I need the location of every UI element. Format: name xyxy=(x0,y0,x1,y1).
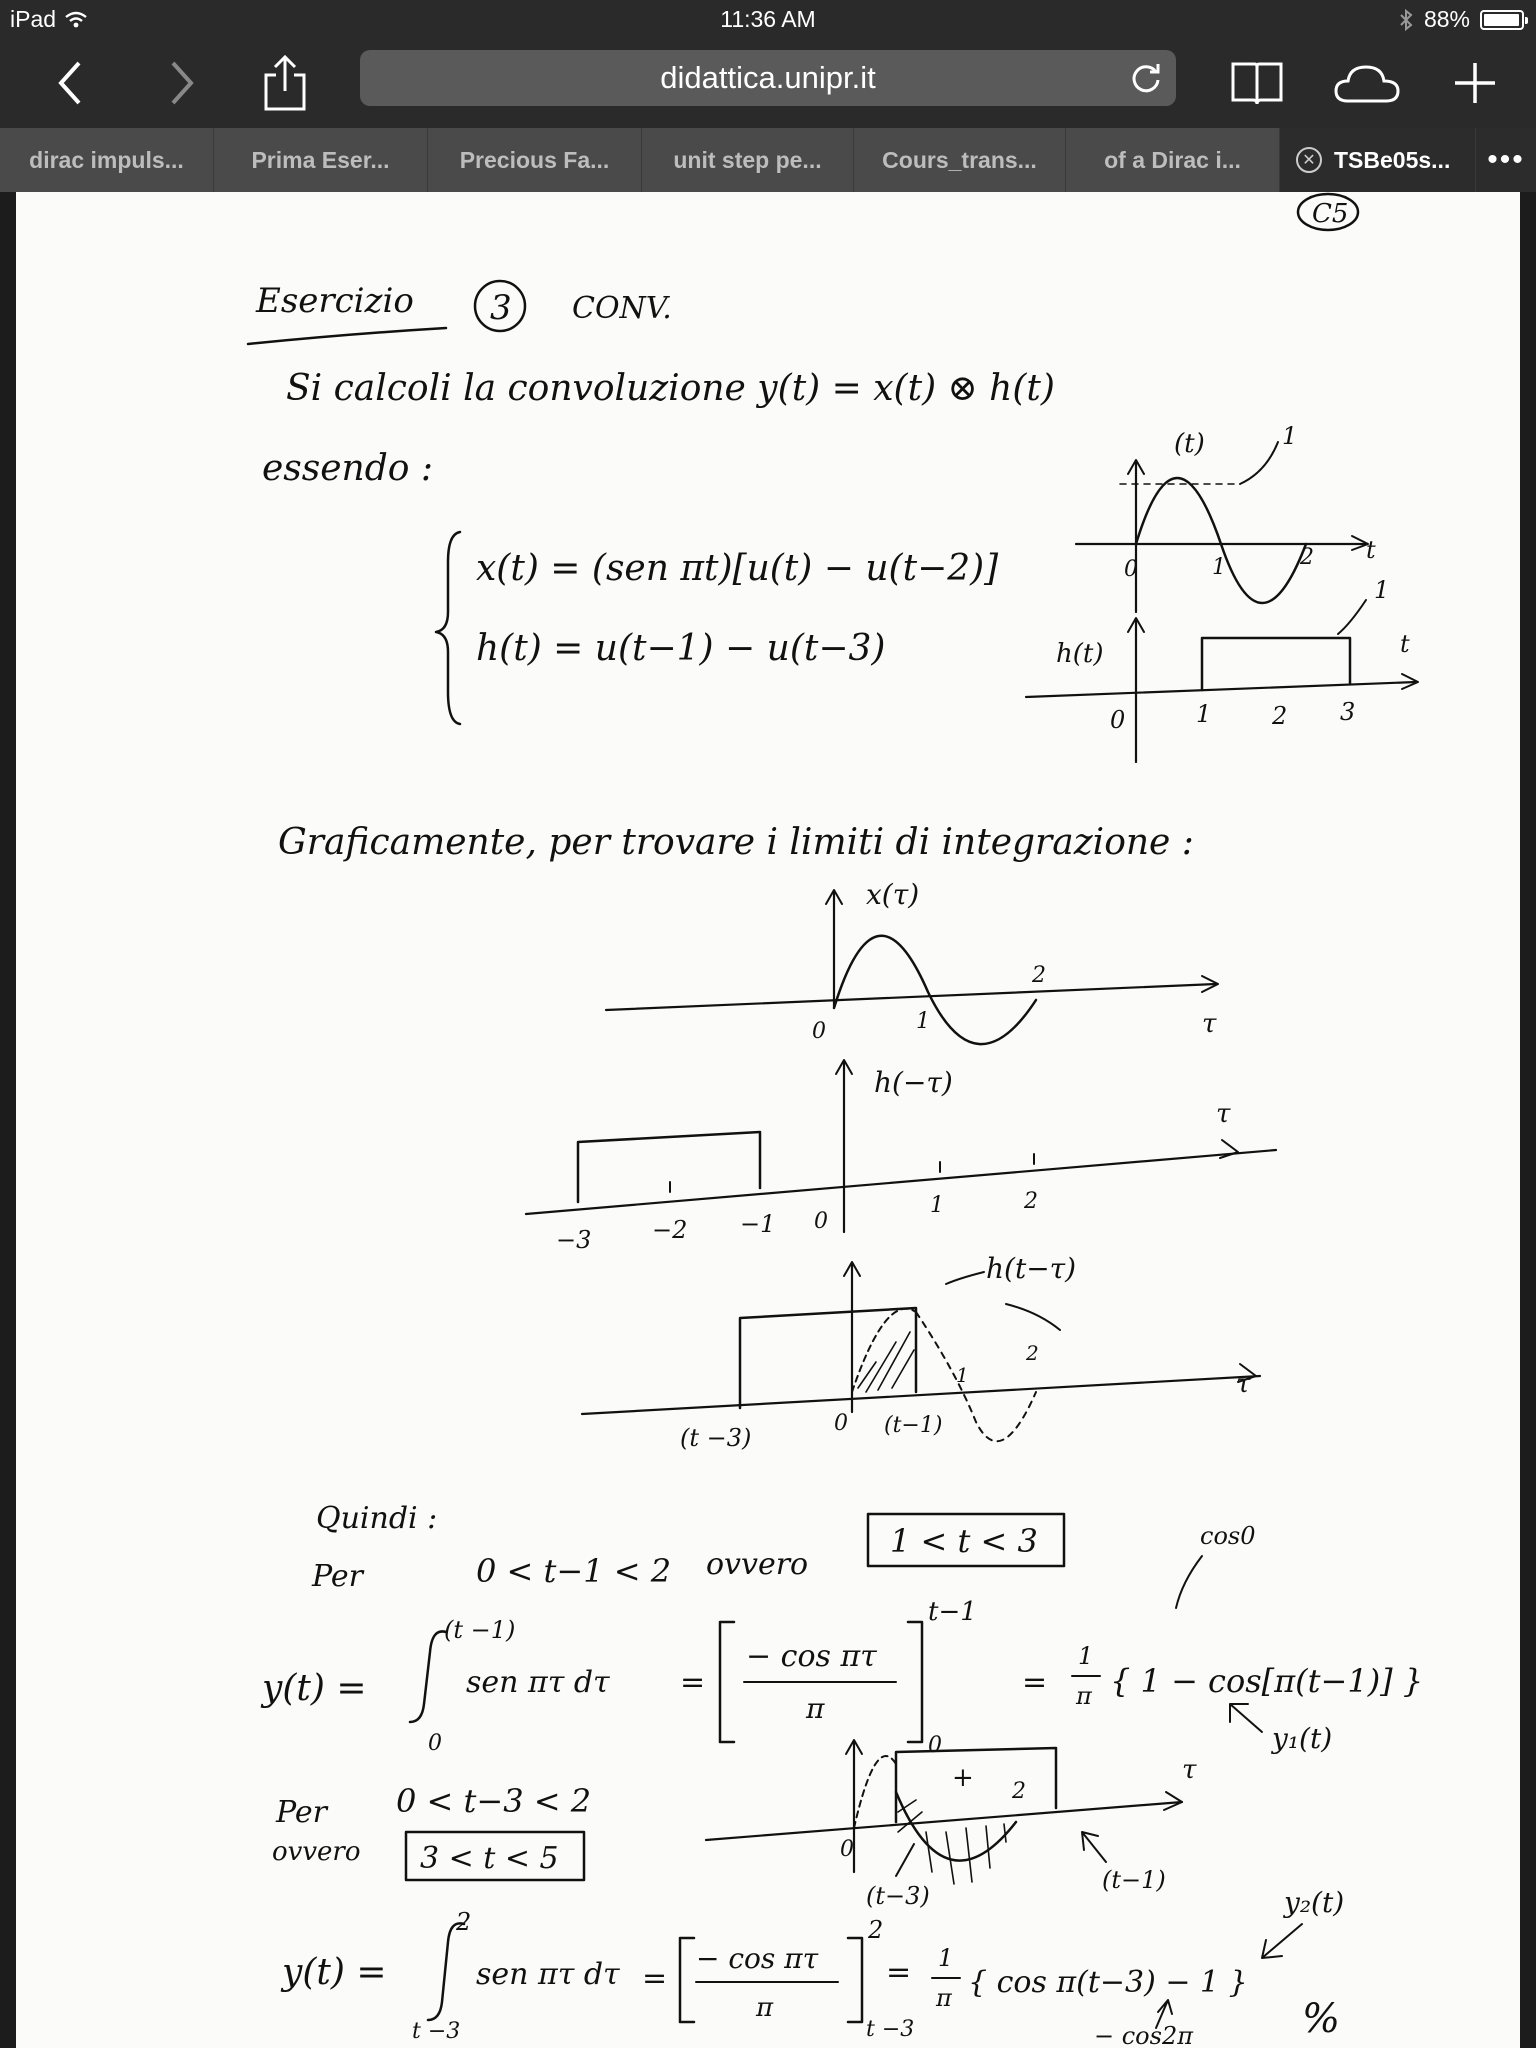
url-text: didattica.unipr.it xyxy=(660,60,876,95)
case2-range: 3 < t < 5 xyxy=(420,1841,559,1876)
plot4-tick-m1: −1 xyxy=(740,1210,776,1238)
reader-button[interactable] xyxy=(1222,48,1292,118)
case1-range: 1 < t < 3 xyxy=(890,1522,1038,1560)
plot1-tick-1: 1 xyxy=(1212,555,1226,580)
y1-eval-lower: 0 xyxy=(928,1733,942,1758)
y1-result-den: π xyxy=(1076,1682,1092,1710)
y2-integrand: sen πτ dτ xyxy=(476,1957,620,1992)
plot3-tick-1: 1 xyxy=(916,1009,930,1034)
y2-equals: = xyxy=(642,1961,668,1996)
y2-name: y₂(t) xyxy=(1284,1886,1345,1919)
tab-6[interactable] xyxy=(1066,128,1280,192)
case1-per: Per xyxy=(312,1559,363,1594)
y1-bracket-num: − cos πτ xyxy=(746,1639,877,1674)
y2-integral-sign xyxy=(428,1923,464,2020)
y2-bracket-den: π xyxy=(756,1993,774,2023)
y1-result: { 1 − cos[π(t−1)] } xyxy=(1110,1662,1424,1700)
tab-bar xyxy=(0,128,1536,192)
case2-ovvero: ovvero xyxy=(272,1837,361,1867)
new-tab-button[interactable] xyxy=(1440,48,1510,118)
plot3-label: x(τ) xyxy=(866,878,920,911)
plot6-tick-t-3: (t−3) xyxy=(866,1882,930,1910)
x-definition: x(t) = (sen πt)[u(t) − u(t−2)] xyxy=(476,548,999,589)
back-button[interactable] xyxy=(36,48,106,118)
plot4-tick-2: 2 xyxy=(1024,1189,1038,1214)
plot2-amplitude: 1 xyxy=(1374,576,1390,604)
tab-label: dirac impuls... xyxy=(29,146,184,173)
tab-label: Precious Fa... xyxy=(459,146,610,173)
plot5-tick-1: 1 xyxy=(956,1363,969,1387)
y1-integral-sign xyxy=(410,1631,446,1722)
plot4-tick-0: 0 xyxy=(814,1209,828,1234)
close-icon[interactable]: ✕ xyxy=(1296,147,1322,173)
ellipsis-icon: ••• xyxy=(1487,143,1525,176)
y1-eval-upper: t−1 xyxy=(928,1597,977,1627)
plot-case2 xyxy=(706,1740,1197,1910)
y2-lower-limit: t −3 xyxy=(412,2019,461,2044)
plot3-tick-2: 2 xyxy=(1032,963,1046,988)
y1-upper-limit: (t −1) xyxy=(444,1616,516,1644)
y2-bracket-right xyxy=(848,1938,862,2022)
y2-equals-2: = xyxy=(886,1955,912,1990)
plot2-tick-2: 2 xyxy=(1272,702,1288,730)
tab-4[interactable] xyxy=(642,128,854,192)
y2-result-den: π xyxy=(936,1984,952,2012)
plus-icon xyxy=(1451,59,1499,107)
y2-bracket-left xyxy=(680,1938,694,2022)
plot-x-of-t xyxy=(1076,422,1376,612)
plot-h-of-t-minus-tau xyxy=(582,1252,1260,1452)
y1-result-num: 1 xyxy=(1078,1642,1094,1670)
plot6-axis: τ xyxy=(1182,1755,1197,1785)
plot4-tick-m2: −2 xyxy=(652,1216,688,1244)
case1-ovvero: ovvero xyxy=(706,1547,809,1582)
title-underline xyxy=(248,328,446,344)
chevron-right-icon xyxy=(161,58,201,108)
status-bar xyxy=(0,0,1536,40)
plot5-tick-0: 0 xyxy=(834,1411,848,1436)
more-tabs-button[interactable] xyxy=(1476,128,1536,192)
y1-lhs: y(t) = xyxy=(262,1668,367,1709)
h-definition: h(t) = u(t−1) − u(t−3) xyxy=(476,628,886,669)
device-name: iPad xyxy=(10,6,57,32)
y2-result-num: 1 xyxy=(938,1944,954,1972)
statement-line1: Si calcoli la convoluzione y(t) = x(t) ⊗ h(t) xyxy=(286,368,1055,409)
forward-button[interactable] xyxy=(146,48,216,118)
y1-equals: = xyxy=(680,1665,706,1700)
bluetooth-icon xyxy=(1398,8,1414,32)
handwritten-notes xyxy=(16,192,1520,2048)
y2-lhs: y(t) = xyxy=(282,1952,387,1993)
tab-label: Cours_trans... xyxy=(882,146,1037,173)
title-tag: CONV. xyxy=(572,291,672,326)
y1-name: y₁(t) xyxy=(1272,1722,1333,1755)
y1-bracket-right xyxy=(908,1622,922,1742)
share-icon xyxy=(260,53,310,113)
tab-label: TSBe05s... xyxy=(1334,146,1451,173)
y2-upper-limit: 2 xyxy=(456,1908,472,1936)
plot2-tick-1: 1 xyxy=(1196,700,1212,728)
address-bar[interactable] xyxy=(360,50,1176,106)
tab-2[interactable] xyxy=(214,128,428,192)
status-right xyxy=(1398,6,1524,33)
y2-arrow xyxy=(1262,1924,1302,1958)
tab-label: unit step pe... xyxy=(673,146,822,173)
book-icon xyxy=(1229,58,1285,108)
plot4-axis: τ xyxy=(1216,1099,1231,1129)
y1-arrow xyxy=(1230,1704,1262,1732)
plot1-label: (t) xyxy=(1174,429,1205,459)
plot4-tick-1: 1 xyxy=(930,1193,944,1218)
plot5-tick-t-3: (t −3) xyxy=(680,1424,752,1452)
battery-percent: 88% xyxy=(1423,6,1470,32)
plot5-axis: τ xyxy=(1236,1369,1251,1399)
statement-line2: essendo : xyxy=(262,448,434,489)
plot2-axis: t xyxy=(1400,630,1410,658)
quindi-text: Quindi : xyxy=(316,1501,438,1536)
case1-condition: 0 < t−1 < 2 xyxy=(476,1552,672,1590)
share-button[interactable] xyxy=(250,48,320,118)
plot6-tick-0: 0 xyxy=(840,1837,854,1862)
y1-bracket-den: π xyxy=(806,1692,825,1725)
tab-1[interactable] xyxy=(0,128,214,192)
plot2-tick-0: 0 xyxy=(1110,706,1126,734)
corner-mark: % xyxy=(1302,1996,1341,2042)
plot6-plus: + xyxy=(952,1763,974,1793)
system-brace xyxy=(436,532,460,724)
cos0-note: cos0 xyxy=(1200,1522,1256,1550)
exercise-number: 3 xyxy=(490,288,512,328)
plot5-label: h(t−τ) xyxy=(986,1252,1077,1285)
clock: 11:36 AM xyxy=(720,6,816,32)
page-mark: C5 xyxy=(1312,199,1349,229)
plot5-tick-t-1: (t−1) xyxy=(884,1413,943,1438)
plot1-amplitude: 1 xyxy=(1282,422,1298,450)
y1-bracket-left xyxy=(720,1622,734,1742)
plot6-tick-t-1: (t−1) xyxy=(1102,1866,1166,1894)
plot1-tick-0: 0 xyxy=(1124,557,1138,582)
cloud-icon xyxy=(1332,61,1402,105)
plot3-axis: τ xyxy=(1202,1009,1217,1039)
y2-result: { cos π(t−3) − 1 } xyxy=(968,1965,1248,2000)
plot2-label: h(t) xyxy=(1056,639,1104,669)
exercise-title: Esercizio xyxy=(256,281,414,321)
plot5-tick-2: 2 xyxy=(1026,1341,1039,1365)
tab-3[interactable] xyxy=(428,128,642,192)
plot1-tick-2: 2 xyxy=(1300,545,1314,570)
tab-5[interactable] xyxy=(854,128,1066,192)
tab-label: Prima Eser... xyxy=(251,146,390,173)
tab-7-active[interactable] xyxy=(1280,128,1476,192)
y1-integrand: sen πτ dτ xyxy=(466,1665,610,1700)
y2-eval-upper: 2 xyxy=(868,1916,884,1944)
chevron-left-icon xyxy=(51,58,91,108)
plot4-label: h(−τ) xyxy=(874,1066,953,1099)
y2-bracket-num: − cos πτ xyxy=(696,1942,819,1975)
plot2-tick-3: 3 xyxy=(1340,698,1356,726)
tab-label: of a Dirac i... xyxy=(1104,146,1241,173)
case2-per: Per xyxy=(276,1795,327,1830)
plot4-tick-m3: −3 xyxy=(556,1226,592,1254)
y1-equals-2: = xyxy=(1022,1665,1048,1700)
y2-eval-lower: t −3 xyxy=(866,2017,915,2042)
plot-x-of-tau xyxy=(606,878,1218,1044)
plot-h-of-minus-tau xyxy=(526,1060,1276,1254)
browser-toolbar xyxy=(0,40,1536,128)
icloud-tabs-button[interactable] xyxy=(1332,48,1402,118)
document-page xyxy=(16,192,1520,2048)
plot-h-of-t xyxy=(1026,576,1418,762)
case2-condition: 0 < t−3 < 2 xyxy=(396,1782,592,1820)
plot1-axis: t xyxy=(1366,536,1376,564)
y2-note: − cos2π xyxy=(1094,2022,1193,2048)
graph-heading: Graficamente, per trovare i limiti di integrazione : xyxy=(278,822,1194,863)
plot3-tick-0: 0 xyxy=(812,1019,826,1044)
y1-lower-limit: 0 xyxy=(428,1731,442,1756)
reload-icon[interactable] xyxy=(1128,60,1164,96)
battery-icon xyxy=(1480,10,1524,30)
cos0-arrow xyxy=(1176,1556,1202,1608)
plot6-tick-2: 2 xyxy=(1012,1779,1026,1804)
